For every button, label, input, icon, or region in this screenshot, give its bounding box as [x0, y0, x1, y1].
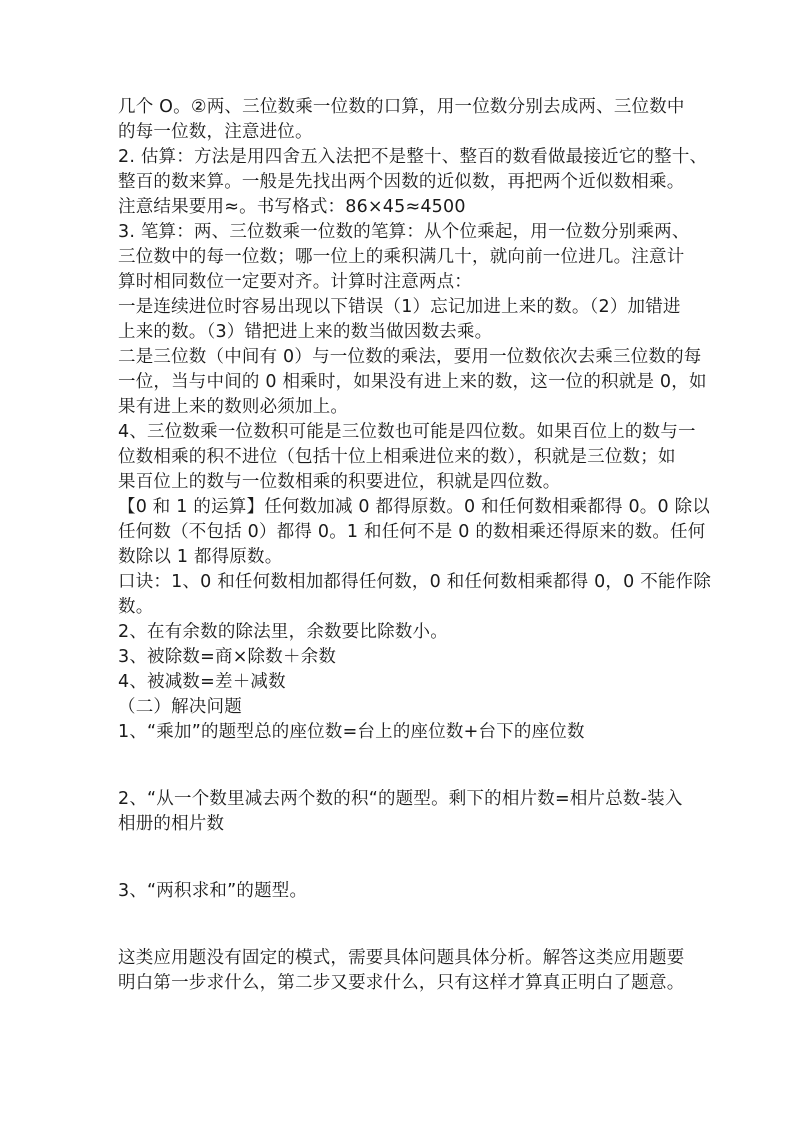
text-line: 相册的相片数	[118, 814, 225, 834]
blank-line	[118, 858, 680, 879]
text-line: 3、“两积求和”的题型。	[118, 881, 308, 901]
text-line: 4、三位数乘一位数积可能是三位数也可能是四位数。如果百位上的数与一	[118, 422, 696, 442]
text-line: 数除以 1 都得原数。	[118, 547, 283, 567]
text-line: 上来的数。（3）错把进上来的数当做因数去乘。	[118, 322, 493, 342]
document-body	[118, 95, 712, 996]
text-line: 1、“乘加”的题型总的座位数=台上的座位数+台下的座位数	[118, 722, 585, 742]
text-line: 一是连续进位时容易出现以下错误（1）忘记加进上来的数。（2）加错进	[118, 297, 681, 317]
text-line: 【0 和 1 的运算】任何数加减 0 都得原数。0 和任何数相乘都得 0。0 除以	[118, 497, 711, 517]
text-line: 2、在有余数的除法里，余数要比除数小。	[118, 622, 448, 642]
blank-line	[118, 745, 680, 766]
blank-line	[118, 904, 680, 925]
text-line: 数。	[118, 597, 154, 617]
text-line: 果有进上来的数则必须加上。	[118, 397, 349, 417]
text-line: 任何数（不包括 0）都得 0。1 和任何不是 0 的数相乘还得原来的数。任何	[118, 522, 706, 542]
text-line: 的每一位数，注意进位。	[118, 122, 313, 142]
text-line: 3. 笔算：两、三位数乘一位数的笔算：从个位乘起，用一位数分别乘两、	[118, 222, 690, 242]
text-line: 口诀：1、0 和任何数相加都得任何数，0 和任何数相乘都得 0，0 不能作除	[118, 572, 712, 592]
text-line: 注意结果要用≈。书写格式：86×45≈4500	[118, 197, 466, 217]
text-line: 4、被减数=差＋减数	[118, 672, 286, 692]
text-line: 3、被除数=商×除数＋余数	[118, 647, 337, 667]
text-line: 整百的数来算。一般是先找出两个因数的近似数，再把两个近似数相乘。	[118, 172, 685, 192]
text-line: 二是三位数（中间有 0）与一位数的乘法，要用一位数依次去乘三位数的每	[118, 347, 702, 367]
blank-line	[118, 837, 680, 858]
text-line: 位数相乘的积不进位（包括十位上相乘进位来的数），积就是三位数；如	[118, 447, 676, 467]
text-line: 这类应用题没有固定的模式，需要具体问题具体分析。解答这类应用题要	[118, 948, 685, 968]
text-line: 算时相同数位一定要对齐。计算时注意两点：	[118, 272, 472, 292]
text-line: 果百位上的数与一位数相乘的积要进位，积就是四位数。	[118, 472, 561, 492]
blank-line	[118, 925, 680, 946]
text-line: 2. 估算：方法是用四舍五入法把不是整十、整百的数看做最接近它的整十、	[118, 147, 708, 167]
text-line: 几个 O。②两、三位数乘一位数的口算，用一位数分别去成两、三位数中	[118, 97, 685, 117]
blank-line	[118, 766, 680, 787]
text-line: 一位，当与中间的 0 相乘时，如果没有进上来的数，这一位的积就是 0，如	[118, 372, 707, 392]
text-line: （二）解决问题	[118, 697, 242, 717]
text-line: 明白第一步求什么，第二步又要求什么，只有这样才算真正明白了题意。	[118, 973, 685, 993]
text-line: 2、“从一个数里减去两个数的积“的题型。剩下的相片数=相片总数-装入	[118, 789, 683, 809]
text-line: 三位数中的每一位数；哪一位上的乘积满几十，就向前一位进几。注意计	[118, 247, 685, 267]
